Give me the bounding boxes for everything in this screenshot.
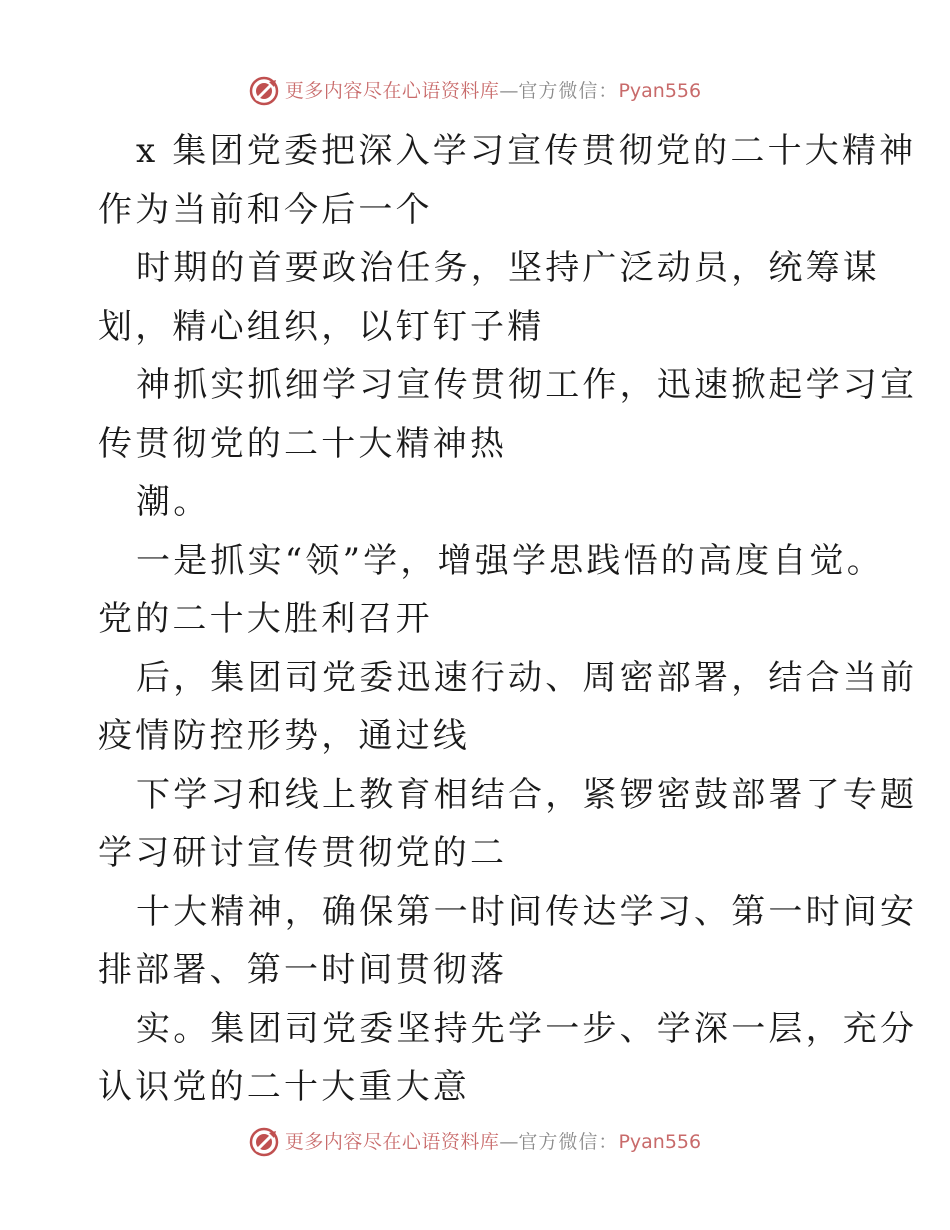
text-line: 一是抓实“领”学，增强学思践悟的高度自觉。 <box>136 540 884 581</box>
text-line: 后，集团司党委迅速行动、周密部署，结合当前 <box>136 657 918 698</box>
text-line: 十大精神，确保第一时间传达学习、第一时间安 <box>136 891 918 932</box>
watermark-dash: — <box>499 1131 519 1153</box>
logo-icon <box>249 76 279 106</box>
watermark-site-name: 更多内容尽在心语资料库 <box>284 80 500 102</box>
watermark-wechat-label: 官方微信： <box>518 80 619 102</box>
watermark-wechat-id: Pyan556 <box>618 1131 702 1153</box>
text-line: 认识党的二十大重大意 <box>98 1067 470 1107</box>
footer-watermark <box>0 1127 950 1157</box>
text-line: 疫情防控形势，通过线 <box>98 716 470 756</box>
text-line: x 集团党委把深入学习宣传贯彻党的二十大精神 <box>136 131 917 171</box>
text-line: 党的二十大胜利召开 <box>98 599 433 639</box>
watermark-wechat-id: Pyan556 <box>618 80 702 102</box>
watermark-dash: — <box>499 80 519 102</box>
text-line: 神抓实抓细学习宣传贯彻工作，迅速掀起学习宣 <box>136 365 918 405</box>
text-line: 下学习和线上教育相结合，紧锣密鼓部署了专题 <box>136 774 918 815</box>
text-line: 作为当前和今后一个 <box>98 189 433 230</box>
text-line: 学习研讨宣传贯彻党的二 <box>98 833 508 873</box>
watermark-wechat-label: 官方微信： <box>518 1131 619 1153</box>
text-line: 实。集团司党委坚持先学一步、学深一层，充分 <box>136 1008 918 1049</box>
text-line: 排部署、第一时间贯彻落 <box>98 950 508 990</box>
watermark-site-name: 更多内容尽在心语资料库 <box>284 1131 500 1153</box>
text-line: 潮。 <box>136 482 211 522</box>
text-line: 划，精心组织，以钉钉子精 <box>98 306 545 347</box>
text-line: 传贯彻党的二十大精神热 <box>98 423 508 464</box>
text-line: 时期的首要政治任务，坚持广泛动员，统筹谋 <box>136 248 880 288</box>
logo-icon <box>249 1127 279 1157</box>
document-body <box>98 122 918 1117</box>
header-watermark <box>0 76 950 106</box>
